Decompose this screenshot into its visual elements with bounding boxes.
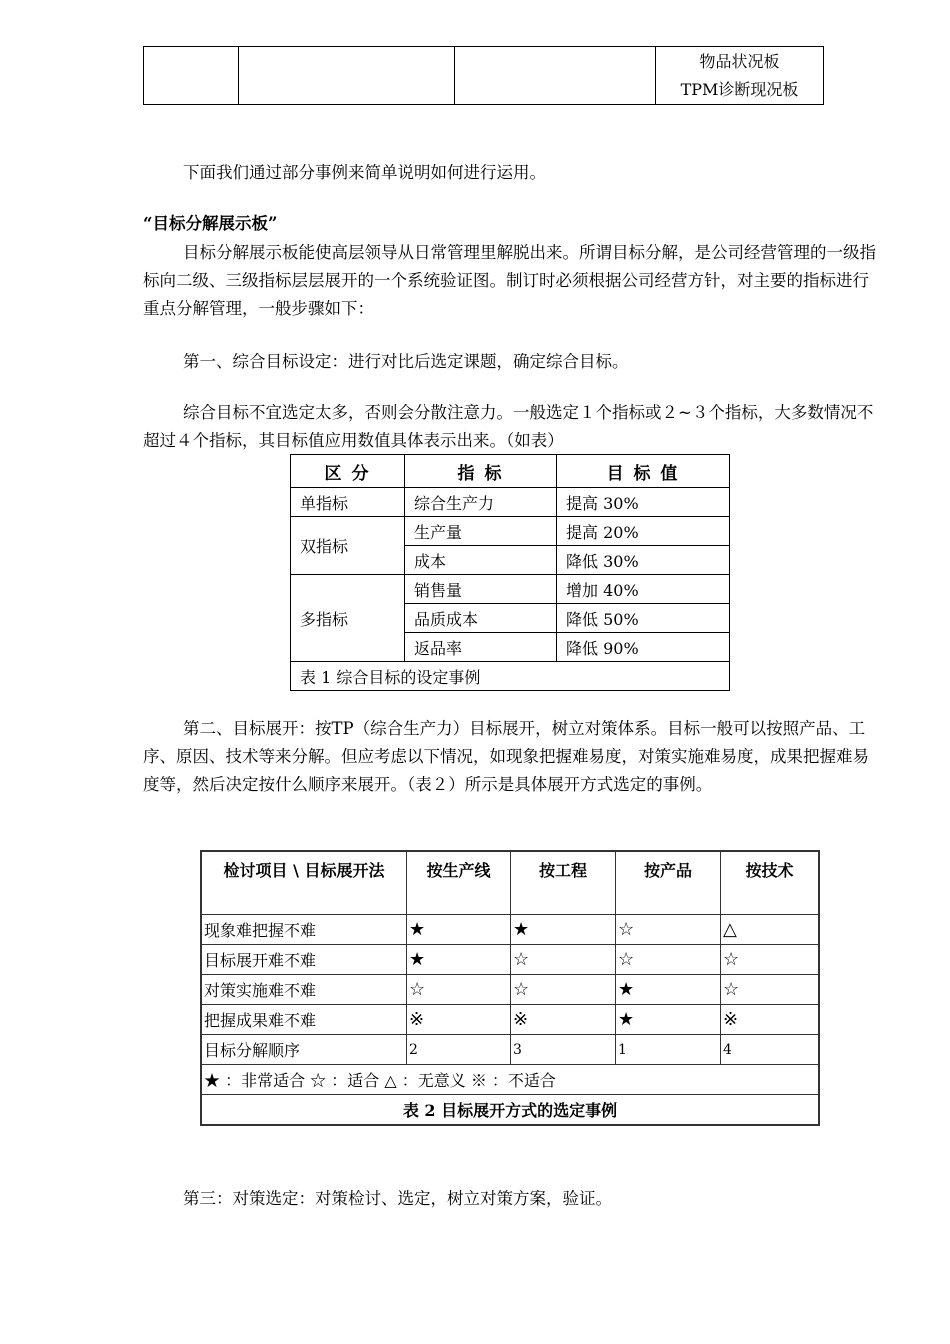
step2-paragraph: 第二、目标展开：按TP（综合生产力）目标展开，树立对策体系。目标一般可以按照产品、工序、原因、技术等来分解。但应考虑以下情况，如现象把握难易度，对策实施难易度，成果把握难易度等，然后决定按什么顺序来展开。（表２）所示是具体展开方式选定的事例。: [143, 719, 869, 794]
header-by-line: 按生产线: [407, 851, 511, 915]
table-row: [291, 517, 730, 546]
indicator-cell: 返品率: [405, 633, 557, 662]
rating-cell: ※: [721, 1005, 820, 1035]
row-label: 把握成果难不难: [201, 1005, 407, 1035]
order-cell: 3: [511, 1035, 616, 1065]
header-by-technology: 按技术: [721, 851, 820, 915]
order-cell: 2: [407, 1035, 511, 1065]
header-category: 区 分: [291, 455, 405, 488]
rating-cell: ★: [407, 915, 511, 945]
rating-cell: ☆: [511, 975, 616, 1005]
empty-cell: [144, 47, 239, 105]
rating-cell: ☆: [616, 915, 721, 945]
indicator-cell: 品质成本: [405, 604, 557, 633]
table-row: [201, 1005, 819, 1035]
rating-cell: ★: [616, 1005, 721, 1035]
rating-cell: ☆: [511, 945, 616, 975]
rating-cell: ★: [407, 945, 511, 975]
board-list-line: TPM诊断现况板: [680, 79, 799, 99]
board-list-line: 物品状况板: [699, 51, 780, 71]
indicator-cell: 销售量: [405, 575, 557, 604]
composite-target-table: [290, 454, 730, 691]
row-label: 目标展开难不难: [201, 945, 407, 975]
rating-cell: △: [721, 915, 820, 945]
order-cell: 1: [616, 1035, 721, 1065]
order-cell: 4: [721, 1035, 820, 1065]
target-cell: 提高 20%: [557, 517, 730, 546]
step1-description: 综合目标不宜选定太多，否则会分散注意力。一般选定１个指标或２~３个指标，大多数情况不超过４个指标，其目标值应用数值具体表示出来。（如表）: [143, 403, 874, 450]
indicator-cell: 综合生产力: [405, 488, 557, 517]
description-paragraph: 目标分解展示板能使高层领导从日常管理里解脱出来。所谓目标分解，是公司经营管理的一级指标向二级、三级指标层层展开的一个系统验证图。制订时必须根据公司经营方针，对主要的指标进行重点分解管理，一般步骤如下：: [143, 243, 876, 318]
intro-paragraph: 下面我们通过部分事例来简单说明如何进行运用。: [183, 163, 546, 182]
table-row: [201, 1035, 819, 1065]
row-label: 目标分解顺序: [201, 1035, 407, 1065]
table-caption: 表 1 综合目标的设定事例: [291, 662, 730, 691]
rating-cell: ☆: [721, 945, 820, 975]
rating-cell: ※: [407, 1005, 511, 1035]
rating-cell: ☆: [616, 945, 721, 975]
category-cell: 双指标: [291, 517, 405, 575]
rating-cell: ※: [511, 1005, 616, 1035]
table-row: [291, 575, 730, 604]
top-table-fragment: [143, 46, 824, 105]
target-cell: 增加 40%: [557, 575, 730, 604]
target-cell: 提高 30%: [557, 488, 730, 517]
table-row: [201, 915, 819, 945]
header-target: 目 标 值: [557, 455, 730, 488]
indicator-cell: 生产量: [405, 517, 557, 546]
indicator-cell: 成本: [405, 546, 557, 575]
rating-cell: ★: [616, 975, 721, 1005]
target-cell: 降低 90%: [557, 633, 730, 662]
target-cell: 降低 50%: [557, 604, 730, 633]
step3-paragraph: 第三：对策选定：对策检讨、选定，树立对策方案，验证。: [183, 1189, 612, 1208]
table-legend: ★ ：非常适合 ☆ ：适合 △ ：无意义 ※ ：不适合: [201, 1065, 819, 1095]
table-caption: 表 2 目标展开方式的选定事例: [201, 1095, 819, 1126]
section-heading: “目标分解展示板”: [143, 214, 278, 233]
row-label: 对策实施难不难: [201, 975, 407, 1005]
category-cell: 单指标: [291, 488, 405, 517]
header-by-process: 按工程: [511, 851, 616, 915]
target-cell: 降低 30%: [557, 546, 730, 575]
table-row: [201, 945, 819, 975]
board-list-cell: [656, 47, 824, 105]
header-by-product: 按产品: [616, 851, 721, 915]
rating-cell: ☆: [407, 975, 511, 1005]
table-row: [201, 975, 819, 1005]
rating-cell: ★: [511, 915, 616, 945]
table-row: [291, 488, 730, 517]
rating-cell: ☆: [721, 975, 820, 1005]
empty-cell: [239, 47, 455, 105]
category-cell: 多指标: [291, 575, 405, 662]
row-label: 现象难把握不难: [201, 915, 407, 945]
header-indicator: 指 标: [405, 455, 557, 488]
expansion-method-table: [200, 850, 820, 1126]
empty-cell: [455, 47, 656, 105]
header-review-item: 检讨项目 \ 目标展开法: [201, 851, 407, 915]
step1-paragraph: 第一、综合目标设定：进行对比后选定课题，确定综合目标。: [183, 352, 629, 371]
